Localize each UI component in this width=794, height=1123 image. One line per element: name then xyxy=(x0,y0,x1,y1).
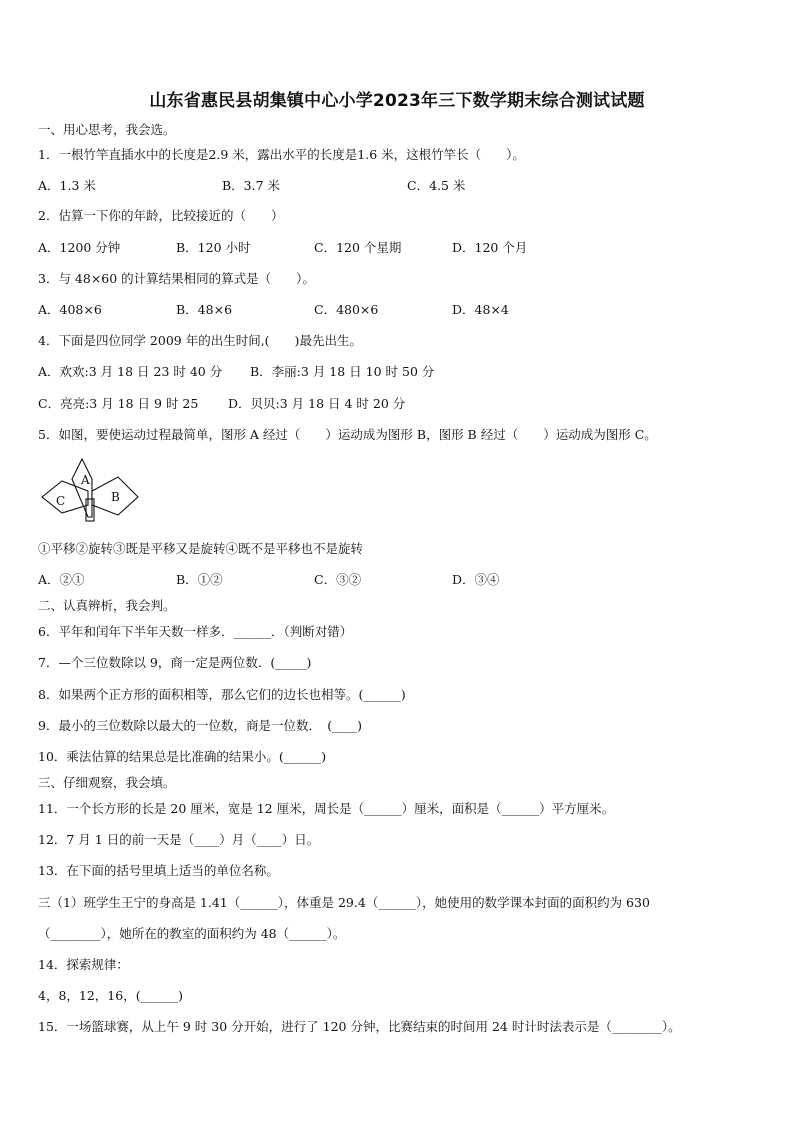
q1-option-a: A．1.3 米 xyxy=(38,178,96,193)
q2-option-c: C．120 个星期 xyxy=(314,240,402,255)
question-6: 6．平年和闰年下半年天数一样多．______．（判断对错） xyxy=(38,624,353,639)
question-8: 8．如果两个正方形的面积相等，那么它们的边长也相等。(______) xyxy=(38,687,406,702)
q3-option-a: A．408×6 xyxy=(38,302,102,317)
section-heading-1: 一、用心思考，我会选。 xyxy=(38,122,176,137)
figure-label-c: C xyxy=(56,494,66,508)
q5-option-b: B．①② xyxy=(176,572,223,587)
question-10: 10．乘法估算的结果总是比准确的结果小。(______) xyxy=(38,749,327,764)
page-title: 山东省惠民县胡集镇中心小学2023年三下数学期末综合测试试题 xyxy=(149,91,645,111)
question-7: 7．—个三位数除以 9，商一定是两位数．(_____) xyxy=(38,655,312,670)
q3-option-b: B．48×6 xyxy=(176,302,233,317)
question-13-line-2: （________），她所在的教室的面积约为 48（______）。 xyxy=(38,926,346,941)
q2-option-a: A．1200 分钟 xyxy=(38,240,121,255)
q4-option-a: A．欢欢:3 月 18 日 23 时 40 分 xyxy=(38,364,223,379)
question-13-line-1: 三（1）班学生王宁的身高是 1.41（______），体重是 29.4（______），她使用的数学课本封面的面积约为 630 xyxy=(38,895,650,910)
question-14-sequence: 4，8，12，16，(______) xyxy=(38,988,183,1003)
section-heading-3: 三、仔细观察，我会填。 xyxy=(38,775,176,790)
q3-option-d: D．48×4 xyxy=(452,302,509,317)
question-12: 12．7 月 1 日的前一天是（____）月（____）日。 xyxy=(38,832,320,847)
question-14: 14．探索规律： xyxy=(38,957,129,972)
question-15: 15．一场篮球赛，从上午 9 时 30 分开始，进行了 120 分钟，比赛结束的时间用 24 时计时法表示是（________）。 xyxy=(38,1019,681,1034)
figure-shape-a xyxy=(72,459,92,517)
q5-choice-key: ①平移②旋转③既是平移又是旋转④既不是平移也不是旋转 xyxy=(38,541,364,556)
q2-option-b: B．120 小时 xyxy=(176,240,251,255)
figure-label-b: B xyxy=(111,490,120,504)
question-5: 5．如图，要使运动过程最简单，图形 A 经过（ ）运动成为图形 B，图形 B 经过（ ）运动成为图形 C。 xyxy=(38,427,657,442)
transformation-figure xyxy=(38,455,142,527)
q5-option-a: A．②① xyxy=(38,572,85,587)
question-4: 4．下面是四位同学 2009 年的出生时间,( )最先出生。 xyxy=(38,333,362,348)
question-1: 1．一根竹竿直插水中的长度是2.9 米，露出水平的长度是1.6 米，这根竹竿长（ ）。 xyxy=(38,147,525,162)
q3-option-c: C．480×6 xyxy=(314,302,379,317)
q5-option-c: C．③② xyxy=(314,572,362,587)
section-heading-2: 二、认真辨析，我会判。 xyxy=(38,598,176,613)
q4-option-d: D．贝贝:3 月 18 日 4 时 20 分 xyxy=(228,396,406,411)
question-13: 13．在下面的括号里填上适当的单位名称。 xyxy=(38,863,279,878)
q4-option-c: C．亮亮:3 月 18 日 9 时 25 xyxy=(38,396,199,411)
figure-stem xyxy=(86,499,94,521)
q1-option-c: C．4.5 米 xyxy=(407,178,466,193)
question-9: 9．最小的三位数除以最大的一位数，商是一位数． (____) xyxy=(38,718,362,733)
question-11: 11．一个长方形的长是 20 厘米，宽是 12 厘米，周长是（______）厘米，面积是（______）平方厘米。 xyxy=(38,801,615,816)
q4-option-b: B．李丽:3 月 18 日 10 时 50 分 xyxy=(250,364,435,379)
figure-label-a: A xyxy=(81,473,90,487)
question-3: 3．与 48×60 的计算结果相同的算式是（ ）。 xyxy=(38,271,315,286)
q1-option-b: B．3.7 米 xyxy=(222,178,281,193)
question-2: 2．估算一下你的年龄，比较接近的（ ） xyxy=(38,208,284,223)
q5-option-d: D．③④ xyxy=(452,572,500,587)
q2-option-d: D．120 个月 xyxy=(452,240,528,255)
